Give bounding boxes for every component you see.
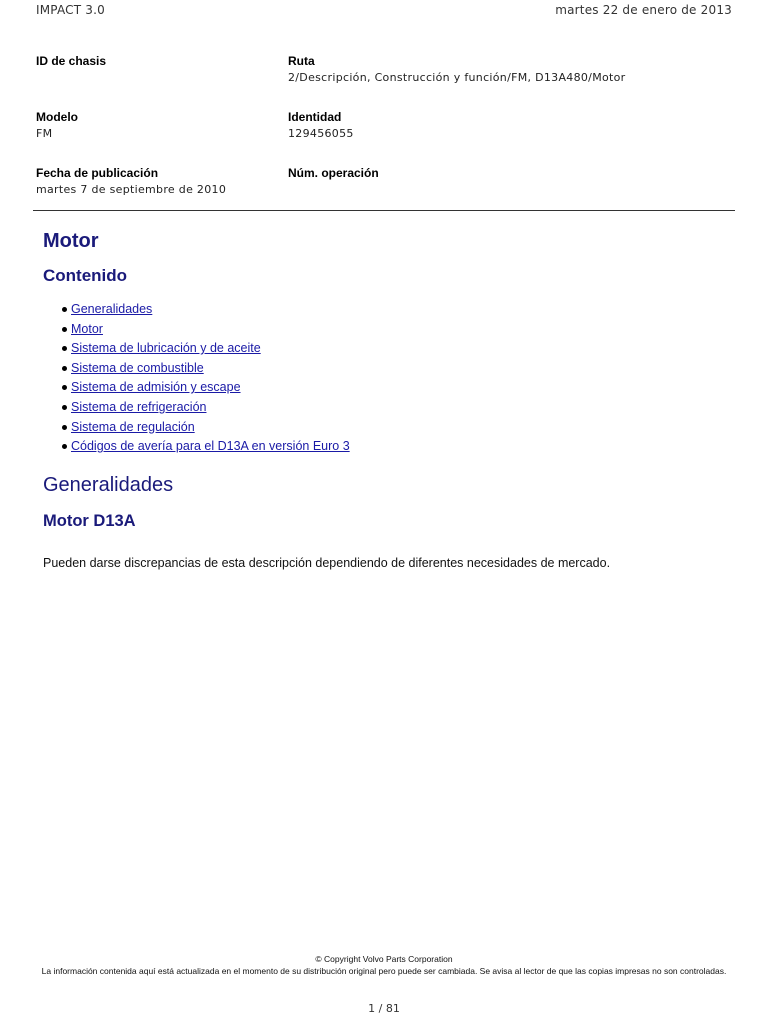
published-label: Fecha de publicación [36, 166, 159, 180]
identity-cell [288, 110, 728, 166]
toc-link-motor[interactable]: Motor [71, 321, 103, 336]
footer [40, 953, 728, 977]
toc-item [71, 300, 733, 320]
body-paragraph: Pueden darse discrepancias de esta descripción dependiendo de diferentes necesidades de mercado. [43, 555, 611, 570]
section-title: Generalidades [43, 473, 174, 496]
toc-link-codigos-averia[interactable]: Códigos de avería para el D13A en versión Euro 3 [71, 439, 350, 454]
metadata-row [36, 166, 736, 222]
metadata-table [36, 54, 736, 222]
print-date: martes 22 de enero de 2013 [555, 3, 732, 17]
toc-item [71, 398, 733, 418]
chassis-label: ID de chasis [36, 54, 107, 68]
toc-item [71, 339, 733, 359]
route-label: Ruta [288, 54, 315, 68]
route-cell [288, 54, 728, 110]
toc-item [71, 378, 733, 398]
page-number: 1 / 81 [368, 1002, 400, 1015]
toc-item [71, 359, 733, 379]
subsection-title: Motor D13A [43, 511, 136, 530]
app-name: IMPACT 3.0 [36, 3, 105, 17]
toc-link-lubricacion[interactable]: Sistema de lubricación y de aceite [71, 341, 261, 356]
identity-value: 129456055 [288, 127, 354, 140]
operation-label: Núm. operación [288, 166, 379, 180]
toc-item [71, 418, 733, 438]
table-of-contents [43, 300, 733, 457]
toc-link-generalidades[interactable]: Generalidades [71, 302, 153, 316]
operation-cell [288, 166, 728, 222]
disclaimer-text: La información contenida aquí está actualizada en el momento de su distribución original pero puede ser cambiada. Se avisa al lector de que las copias impresas no son controladas. [41, 966, 727, 976]
model-label: Modelo [36, 110, 78, 124]
contents-heading: Contenido [43, 266, 128, 285]
top-bar [36, 3, 732, 17]
published-cell [36, 166, 288, 222]
toc-link-combustible[interactable]: Sistema de combustible [71, 360, 204, 375]
model-cell [36, 110, 288, 166]
metadata-row [36, 110, 736, 166]
document-body [43, 228, 733, 571]
chassis-cell [36, 54, 288, 110]
route-value: 2/Descripción, Construcción y función/FM, D13A480/Motor [288, 71, 626, 84]
document-title: Motor [43, 230, 99, 252]
divider [33, 210, 735, 211]
published-value: martes 7 de septiembre de 2010 [36, 183, 227, 196]
model-value: FM [36, 127, 53, 140]
copyright-text: © Copyright Volvo Parts Corporation [315, 954, 453, 964]
toc-link-refrigeracion[interactable]: Sistema de refrigeración [71, 399, 207, 414]
toc-link-admision-escape[interactable]: Sistema de admisión y escape [71, 380, 241, 395]
toc-item [71, 437, 733, 457]
toc-item [71, 320, 733, 340]
metadata-row [36, 54, 736, 110]
toc-link-regulacion[interactable]: Sistema de regulación [71, 419, 195, 434]
identity-label: Identidad [288, 110, 342, 124]
